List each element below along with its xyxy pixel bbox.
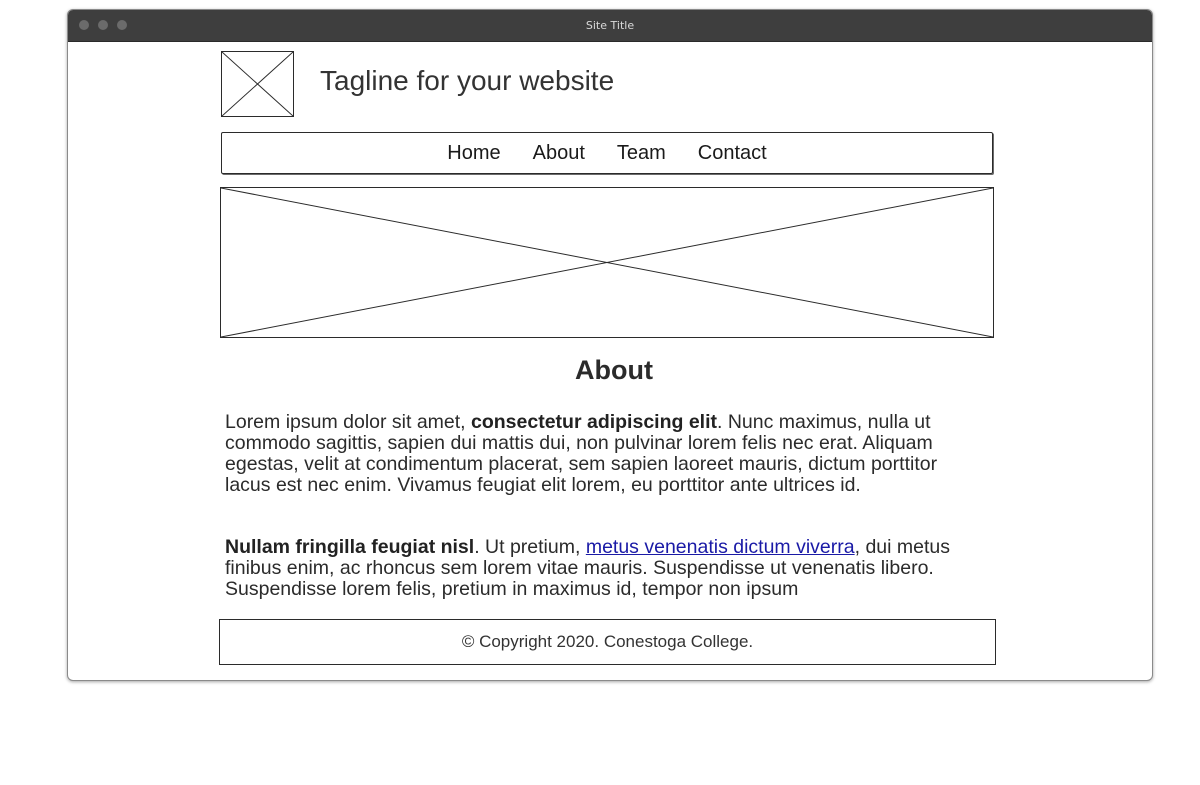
inline-link[interactable]: metus venenatis dictum viverra [585, 536, 855, 558]
copyright-text: © Copyright 2020. Conestoga College. [461, 632, 754, 651]
browser-window [67, 9, 1153, 681]
nav-item-team[interactable]: Team [616, 141, 666, 164]
about-paragraph-1 [225, 412, 985, 496]
paragraph-text: . Ut pretium, [474, 536, 586, 558]
paragraph-text: Lorem ipsum dolor sit amet, [225, 411, 472, 433]
paragraph-text: , dui metus finibus enim, ac rhoncus sem lorem vitae mauris. Suspendisse ut venenatis libero. Suspendisse lorem felis, pretium in maximus id, tempor non ipsum [225, 536, 950, 600]
section-heading: About [575, 355, 653, 385]
bold-text: consectetur adipiscing elit [471, 411, 717, 433]
main-navigation [221, 132, 993, 174]
page-footer [219, 619, 996, 665]
nav-item-home[interactable]: Home [447, 141, 501, 164]
window-titlebar[interactable] [68, 10, 1152, 42]
site-tagline: Tagline for your website [320, 65, 615, 96]
hero-image-placeholder-icon [220, 187, 994, 338]
nav-item-contact[interactable]: Contact [697, 141, 767, 164]
bold-text: Nullam fringilla feugiat nisl [225, 536, 475, 558]
nav-item-about[interactable]: About [532, 141, 585, 164]
paragraph-text: . Nunc maximus, nulla ut commodo sagittis, sapien dui mattis dui, non pulvinar lorem felis nec erat. Aliquam egestas, velit at condimentum placerat, sem sapien laoreet mauris, dictum porttitor lacus est nec enim. Vivamus feugiat elit lorem, eu porttitor ante ultrices id. [225, 411, 938, 496]
about-paragraph-2 [225, 537, 985, 600]
logo-image-placeholder-icon [221, 51, 294, 117]
window-title: Site Title [585, 19, 635, 32]
